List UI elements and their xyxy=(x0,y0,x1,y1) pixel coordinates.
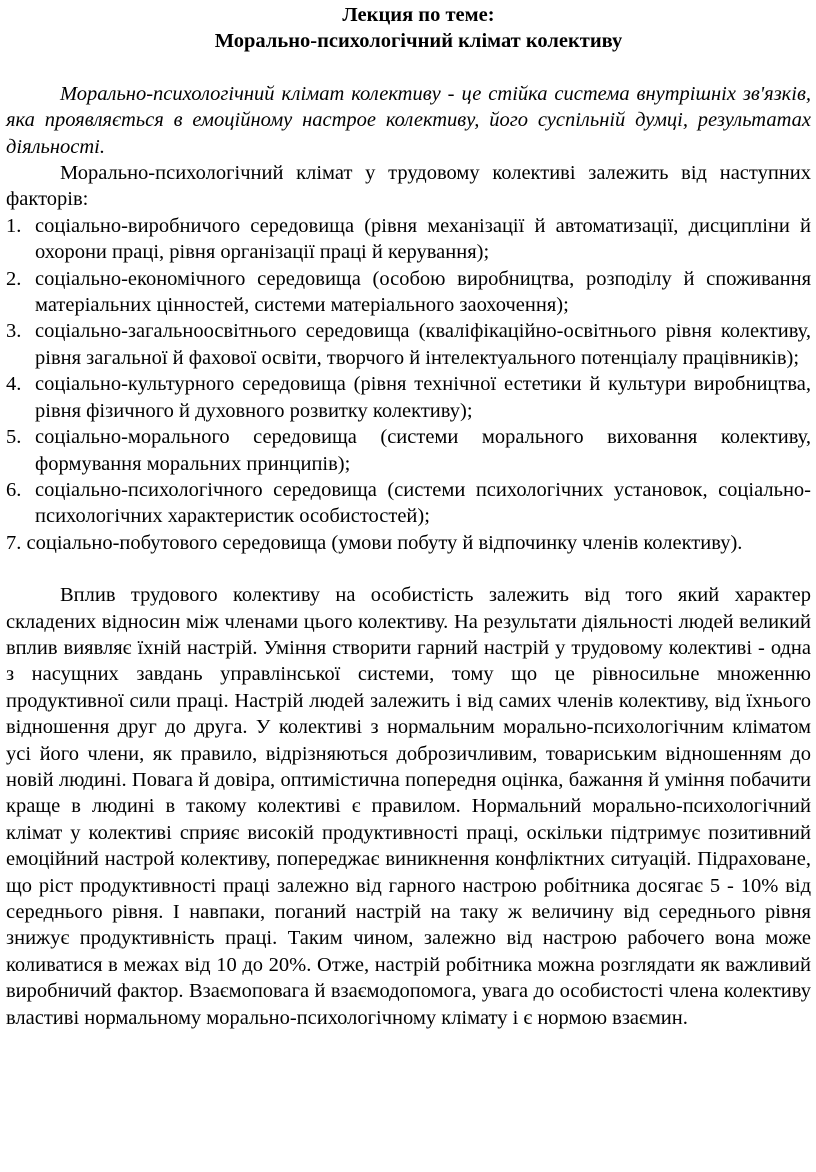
factors-list xyxy=(6,213,811,530)
list-item-text: соціально-морального середовища (системи морального виховання колективу, формування моральних принципів); xyxy=(35,426,811,475)
list-item xyxy=(6,477,811,530)
factor-7-paragraph: 7. соціально-побутового середовища (умови побуту й відпочинку членів колективу). xyxy=(6,531,743,554)
list-item-text: соціально-загальноосвітнього середовища (кваліфікаційно-освітнього рівня колективу, рівня загальної й фахової освіти, творчого й інтелектуального потенціалу працівників); xyxy=(35,320,811,369)
list-item xyxy=(6,213,811,266)
list-item xyxy=(6,424,811,477)
definition-paragraph: Морально-психологічний клімат колективу - це стійка система внутрішніх зв'язків, яка проявляється в емоційному настрое колективу, його суспільній думці, результатах діяльності. xyxy=(6,82,811,158)
list-item-number: 5. xyxy=(6,426,22,449)
list-item-number: 1. xyxy=(6,214,22,237)
list-item xyxy=(6,318,811,371)
spacer xyxy=(6,556,811,582)
body-paragraph: Вплив трудового колективу на особистість залежить від того який характер складених відносин між членами цього колективу. На результати діяльності людей великий вплив виявляє їхній настрій. Уміння створити гарний настрій у трудовому колективі - одна з насущних завдань управлінської системи, тому що це рівносильне множенню продуктивної сили праці. Настрій людей залежить і від самих членів колективу, від їхнього відношення друг до друга. У колективі з нормальним морально-психологічним кліматом усі його члени, як правило, відрізняються доброзичливим, товариським відношенням до новій людині. Повага й довіра, оптимістична попередня оцінка, бажання й уміння побачити краще в людині в такому колективі є правилом. Нормальний морально-психологічний клімат у колективі сприяє високій продуктивності праці, оскільки підтримує позитивний емоційний настрой колективу, попереджає виникнення конфліктних ситуацій. Підраховане, що ріст продуктивності праці залежно від гарного настрою робітника досягає 5 - 10% від середнього рівня. І навпаки, поганий настрій на таку ж величину від середнього рівня знижує продуктивність праці. Таким чином, залежно від настрою рабочего вона може коливатися в межах від 10 до 20%. Отже, настрій робітника можна розглядати як важливий виробничий фактор. Взаємоповага й взаємодопомога, увага до особистості члена колективу властиві нормальному морально-психологічному клімату і є нормою взаємин. xyxy=(6,584,811,1029)
list-item xyxy=(6,266,811,319)
list-item-number: 2. xyxy=(6,267,22,290)
spacer xyxy=(6,55,811,81)
page-title: Морально-психологічний клімат колективу xyxy=(214,30,623,53)
lecture-label: Лекция по теме: xyxy=(342,4,495,26)
list-item-number: 3. xyxy=(6,320,22,343)
list-item-text: соціально-виробничого середовища (рівня механізації й автоматизації, дисципліни й охорони праці, рівня організації праці й керування); xyxy=(35,214,811,264)
list-item-text: соціально-культурного середовища (рівня технічної естетики й культури виробництва, рівня фізичного й духовного розвитку колективу); xyxy=(35,373,811,422)
list-item-text: соціально-психологічного середовища (системи психологічних установок, соціально-психологічних характеристик особистостей); xyxy=(35,478,811,528)
factors-intro: Морально-психологічний клімат у трудовому колективі залежить від наступних факторів: xyxy=(6,162,811,211)
list-item-number: 6. xyxy=(6,478,22,501)
list-item-text: соціально-економічного середовища (особою виробництва, розподілу й споживання матеріальних цінностей, системи матеріального заохочення); xyxy=(35,267,811,317)
list-item xyxy=(6,371,811,424)
list-item-number: 4. xyxy=(6,373,22,396)
